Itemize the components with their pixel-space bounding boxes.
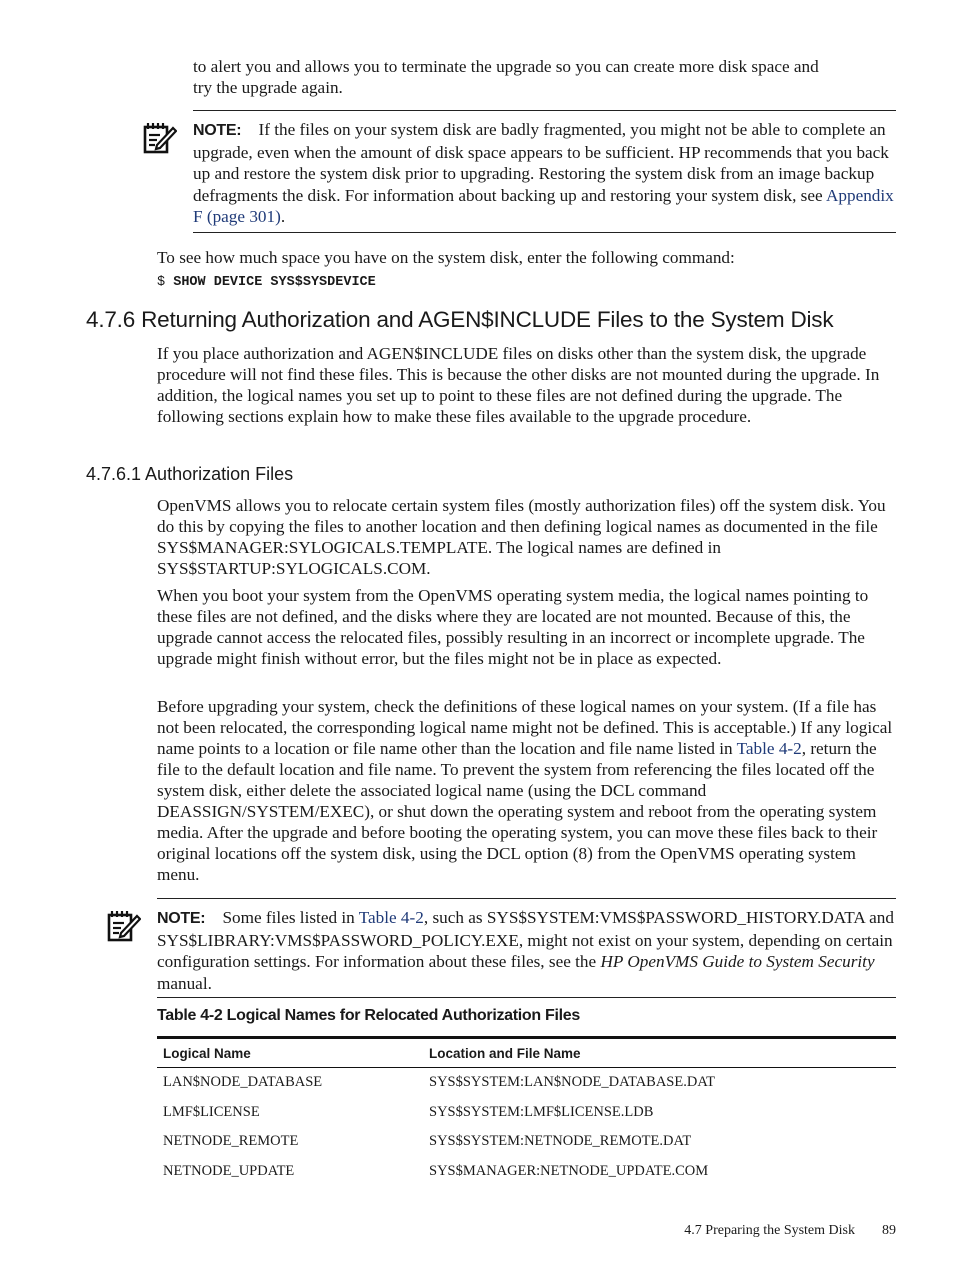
note2-text: Some files listed in [222,908,359,927]
command-prompt: $ [157,275,166,290]
note2-table-link[interactable]: Table 4-2 [358,908,424,927]
table-header-row [157,1039,896,1068]
subsection-paragraph-3 [157,696,898,885]
note2-bottom-rule [157,997,896,998]
top-paragraph-line2: try the upgrade again. [193,78,343,97]
footer-section: 4.7 Preparing the System Disk [684,1223,855,1238]
command-text: SHOW DEVICE SYS$SYSDEVICE [173,275,376,290]
note2-top-rule [157,898,896,899]
page-number: 89 [882,1223,896,1238]
table-cell-logical-name: NETNODE_UPDATE [163,1162,295,1179]
note-pad-pencil-icon [143,121,177,155]
table-header-logical-name: Logical Name [163,1045,251,1061]
page-footer [640,1223,896,1239]
table-cell-logical-name: LAN$NODE_DATABASE [163,1074,323,1091]
note2-label: NOTE: [157,910,206,927]
table-4-2-link[interactable]: Table 4-2 [736,739,802,758]
subsection-paragraph-1: OpenVMS allows you to relocate certain system files (mostly authorization files) off the system disk. You do this by copying the files to another location and then defining logical names as documented in the file SYS$MANAGER:SYLOGICALS.TEMPLATE. The logical names are defined in SYS$STARTUP:SYLOGICALS.COM. [157,496,886,578]
note2-body [157,907,898,994]
note2-text-end: manual. [157,973,212,993]
table-caption: Table 4-2 Logical Names for Relocated Authorization Files [157,1007,580,1024]
subsection-paragraph-2: When you boot your system from the OpenVMS operating system media, the logical names pointing to these files are not defined, and the disks where they are located are not mounted. Because of this, the upgrade cannot access the relocated files, possibly resulting in an incorrect or incomplete upgrade. The upgrade might finish without error, but the files might not be in place as expected. [157,586,869,668]
command-intro: To see how much space you have on the system disk, enter the following command: [157,248,735,267]
note1-top-rule [193,110,896,111]
table-cell-location: SYS$MANAGER:NETNODE_UPDATE.COM [429,1162,709,1179]
table-cell-location: SYS$SYSTEM:NETNODE_REMOTE.DAT [429,1133,692,1150]
note1-body [193,119,898,228]
authorization-files-table [157,1036,896,1186]
para3-text: Before upgrading your system, check the definitions of these logical names on your system. (If a file has not been relocated, the corresponding logical name might not be defined. This is acceptable.) If any logical name points to a location or file name other than the location and file name listed in [157,697,893,758]
command-line [157,275,376,290]
appendix-f-link[interactable]: Appendix F (page 301) [193,185,894,227]
top-paragraph-line1: to alert you and allows you to terminate the upgrade so you can create more disk space and [193,57,819,76]
security-guide-title: HP OpenVMS Guide to System Security [600,952,875,972]
table-cell-logical-name: LMF$LICENSE [163,1103,260,1120]
para3-text-end: , return the file to the default location and file name. To prevent the system from referencing the files located off the system disk, either delete the associated logical name (using the DCL command DEASSIGN/SYSTEM/EXEC), or shut down the operating system and reboot from the operating system media. After the upgrade and before booting the operating system, you can move these files back to their original locations off the system disk, using the DCL option (8) from the OpenVMS operating system menu. [157,739,878,884]
note1-label: NOTE: [193,122,242,139]
table-row [157,1127,896,1157]
top-paragraph [193,56,898,98]
table-row [157,1068,896,1098]
section-heading: 4.7.6 Returning Authorization and AGEN$INCLUDE Files to the System Disk [86,307,834,332]
table-cell-logical-name: NETNODE_REMOTE [163,1133,299,1150]
note1-bottom-rule [193,232,896,233]
table-cell-location: SYS$SYSTEM:LMF$LICENSE.LDB [429,1103,654,1120]
table-row [157,1157,896,1187]
subsection-heading: 4.7.6.1 Authorization Files [86,464,294,484]
note-pad-pencil-icon [107,909,141,943]
section-paragraph: If you place authorization and AGEN$INCLUDE files on disks other than the system disk, the upgrade procedure will not find these files. This is because the other disks are not mounted during the upgrade. In addition, the logical names you set up to point to these files are not defined during the upgrade. The following sections explain how to make these files available to the upgrade procedure. [157,344,880,426]
table-row [157,1098,896,1128]
table-cell-location: SYS$SYSTEM:LAN$NODE_DATABASE.DAT [429,1074,716,1091]
note1-text-end: . [280,207,286,227]
note1-text: If the files on your system disk are badly fragmented, you might not be able to complete an upgrade, even when the amount of disk space appears to be sufficient. HP recommends that you back up and restore the system disk prior to upgrading. Restoring the system disk from an image backup defragments the disk. For information about backing up and restoring your system disk, see [193,120,889,205]
note2-text-middle: , such as SYS$SYSTEM:VMS$PASSWORD_HISTORY.DATA and SYS$LIBRARY:VMS$PASSWORD_POLICY.EXE, might not exist on your system, depending on certain configuration settings. For information about these files, see the [157,908,894,972]
table-header-location: Location and File Name [429,1045,581,1061]
